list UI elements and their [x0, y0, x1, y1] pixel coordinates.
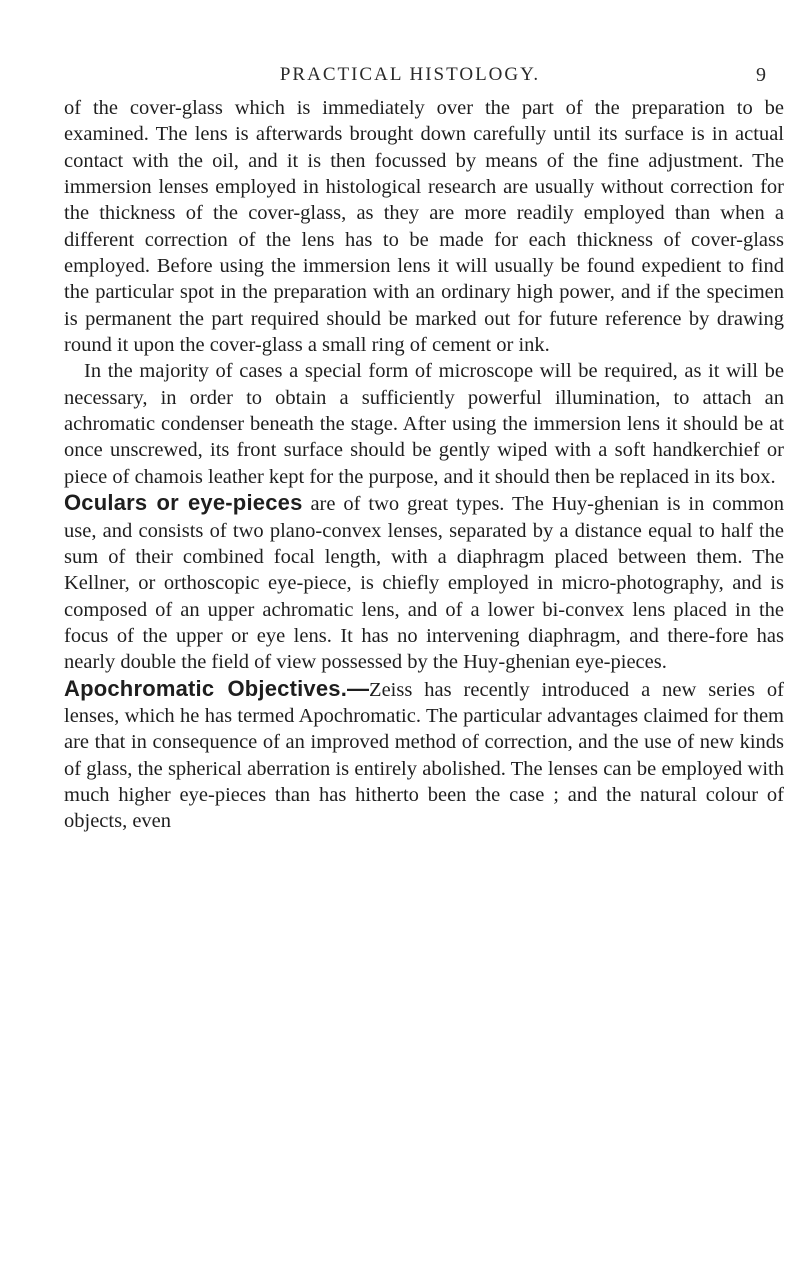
paragraph-condenser: In the majority of cases a special form of microscope will be required, as it will be necessary, in order to obtain a sufficiently powerful illumination, to attach an achromatic condenser beneath the stage. After using the immersion lens it should be at once unscrewed, its front surface should be gently wiped with a soft handkerchief or piece of chamois leather kept for the purpose, and it should then be replaced in its box.: [64, 360, 784, 488]
running-title: PRACTICAL HISTOLOGY.: [279, 64, 541, 85]
apochromatic-text: Zeiss has recently introduced a new series of lenses, which he has termed Apochromatic. The particular advantages claimed for them are that in consequence of an improved method of correction, and the use of new kinds of glass, the spherical aberration is entirely abolished. The lenses can be employed with much higher eye-pieces than has hitherto been the case ; and the natural colour of objects, even: [64, 678, 784, 833]
oculars-text: are of two great types. The Huy-ghenian is in common use, and consists of two plano-convex lenses, separated by a distance equal to half the sum of their combined focal length, with a diaphragm placed between them. The Kellner, or orthoscopic eye-piece, is chiefly employed in micro-photography, and is composed of an upper achromatic lens, and of a lower bi-convex lens placed in the focus of the upper or eye lens. It has no intervening diaphragm, and there-fore has nearly double the field of view possessed by the Huy-ghenian eye-pieces.: [64, 493, 784, 674]
running-head: [0, 64, 800, 90]
paragraph-cover-glass: of the cover-glass which is immediately over the part of the preparation to be examined. The lens is afterwards brought down carefully until its surface is in actual contact with the oil, and it is then focussed by means of the fine adjustment. The immersion lenses employed in histological research are usually without correction for the thickness of the cover-glass, as they are more readily employed than when a different correction of the lens has to be made for each thickness of cover-glass employed. Before using the immersion lens it will usually be found expedient to find the particular spot in the preparation with an ordinary high power, and if the specimen is permanent the part required should be marked out for future reference by drawing round it upon the cover-glass a small ring of cement or ink.: [64, 97, 784, 357]
paragraph-apochromatic: [64, 676, 784, 835]
page-number: 9: [756, 64, 766, 86]
heading-dash: —: [347, 675, 370, 701]
body-text: [64, 95, 784, 835]
heading-oculars: Oculars or eye-pieces: [64, 490, 303, 516]
heading-apochromatic: Apochromatic Objectives.: [64, 675, 348, 701]
paragraph-oculars: [64, 490, 784, 675]
